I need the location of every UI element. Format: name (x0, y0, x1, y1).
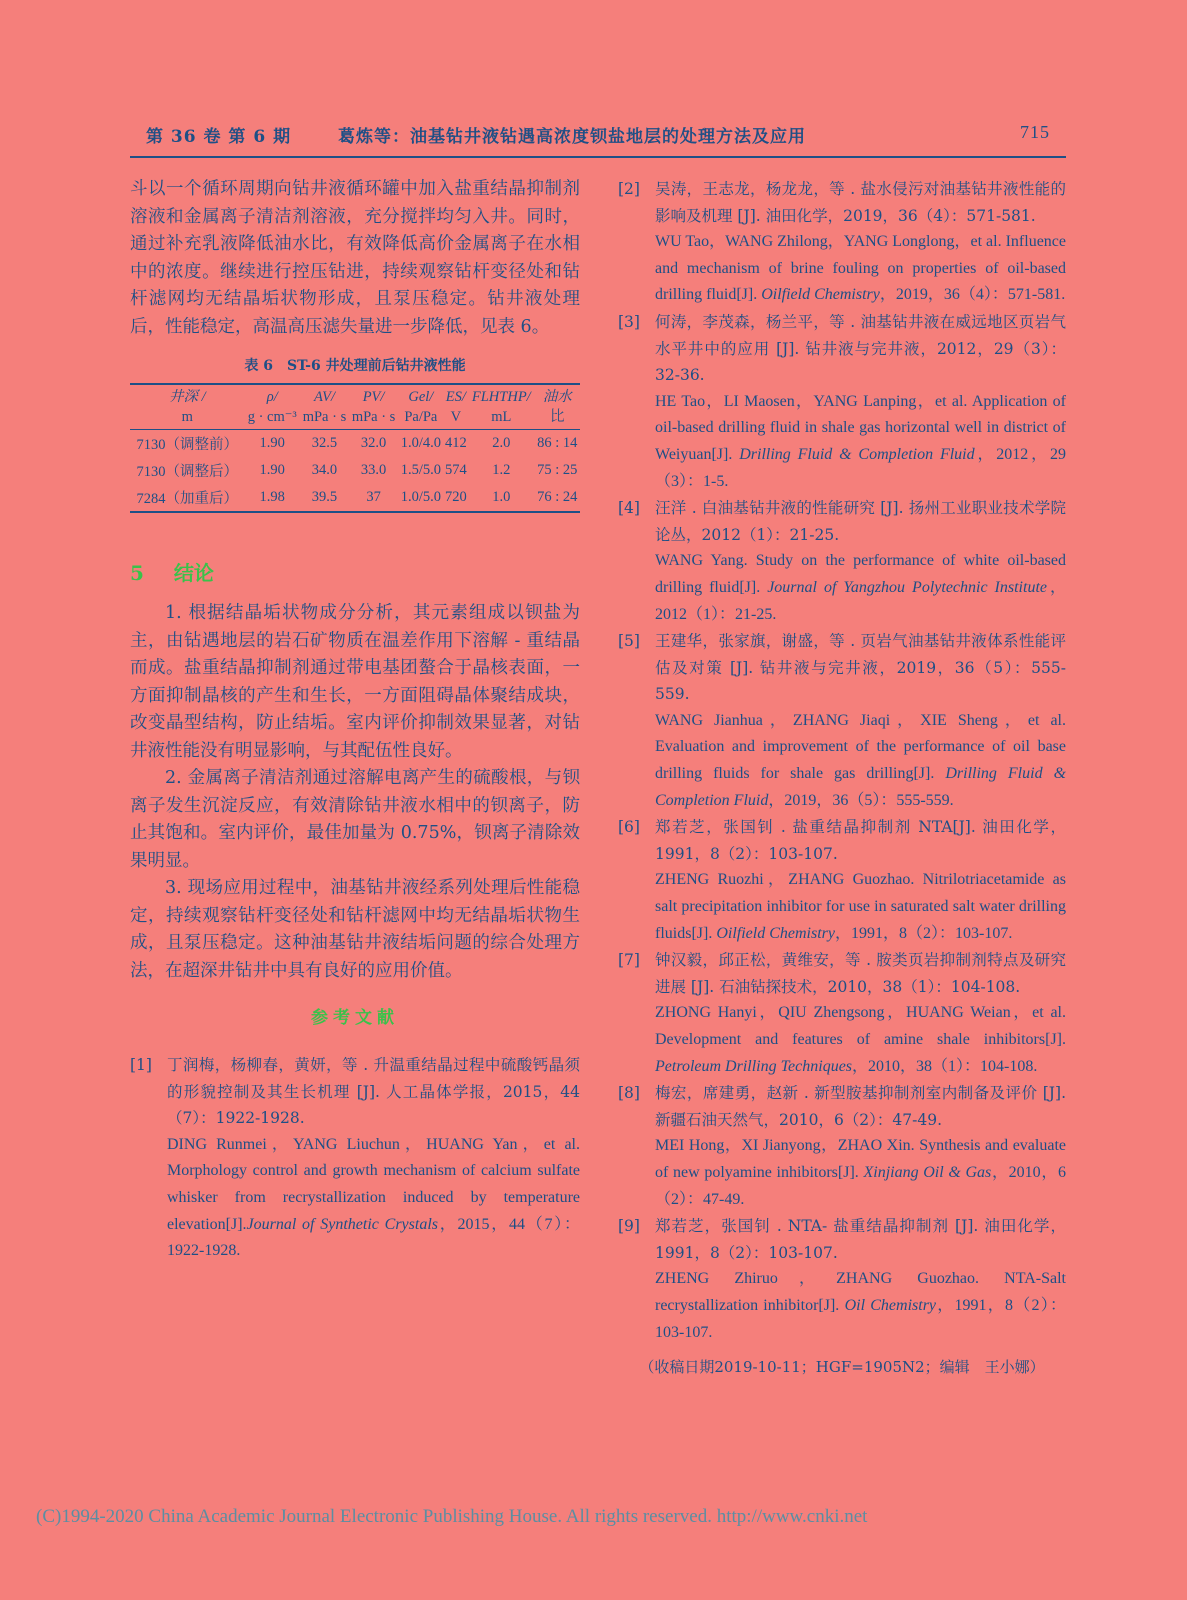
references-title: 参考文献 (311, 1008, 399, 1028)
reference-en: DING Runmei，YANG Liuchun，HUANG Yan，et al. Morphology control and growth mechanism of calcium sulfate whisker from recrystallization induced by temperature elevation[J].Journal of Synthetic Crystals，2015，44（7）：1922-1928. (167, 1135, 580, 1260)
cell: 32.5 (311, 435, 338, 451)
cell: 1.0/4.0 (400, 435, 441, 451)
received-date: （收稿日期2019-10-11；HGF=1905N2；编辑 王小娜） (639, 1358, 1045, 1377)
reference-en: MEI Hong，XI Jianyong，ZHAO Xin. Synthesis and evaluate of new polyamine inhibitors[J]. Xinjiang Oil & Gas，2010，6（2）：47-49. (655, 1137, 1067, 1208)
cell: 86 : 14 (537, 435, 578, 451)
reference-number: [8] (618, 1084, 640, 1103)
intro-paragraph: 斗以一个循环周期向钻井液循环罐中加入盐重结晶抑制剂溶液和金属离子清洁剂溶液，充分搅拌均匀入井。同时，通过补充乳液降低油水比，有效降低高价金属离子在水相中的浓度。继续进行控压钻进，持续观察钻杆变径处和钻杆滤网均无结晶垢状物形成，且泵压稳定。钻井液处理后，性能稳定，高温高压滤失量进一步降低，见表 6。 (130, 179, 580, 337)
col-es: ES/ V (445, 389, 466, 425)
reference-number: [2] (618, 180, 640, 198)
table-row (130, 430, 580, 458)
reference-item (618, 628, 1066, 814)
reference-cn: 郑若芝，张国钊 . 盐重结晶抑制剂 NTA[J]. 油田化学，1991，8（2）：103-107. (655, 818, 1066, 863)
reference-number: [9] (618, 1217, 640, 1236)
reference-en: WANG Yang. Study on the performance of white oil-based drilling fluid[J]. Journal of Yangzhou Polytechnic Institute，2012（1）：21-25. (655, 552, 1066, 623)
reference-number: [5] (618, 632, 640, 651)
reference-cn: 郑若芝，张国钊 . NTA- 盐重结晶抑制剂 [J]. 油田化学，1991，8（2）：103-107. (655, 1217, 1066, 1262)
cell: 720 (444, 484, 469, 512)
reference-cn: 何涛，李茂森，杨兰平，等 . 油基钻井液在威远地区页岩气水平井中的应用 [J]. 钻井液与完井液，2012，29（3）：32-36. (655, 312, 1066, 385)
reference-cn: 丁润梅，杨柳春，黄妍，等 . 升温重结晶过程中硫酸钙晶须的形貌控制及其生长机理 [J]. 人工晶体学报，2015，44（7）：1922-1928. (167, 1056, 580, 1128)
table-title: 表 6 ST-6 井处理前后钻井液性能 (244, 358, 466, 374)
reference-number: [1] (130, 1056, 152, 1074)
col-density: ρ/ g · cm⁻³ (247, 389, 297, 425)
cell: 7130（调整后） (136, 464, 239, 480)
reference-en: ZHONG Hanyi，QIU Zhengsong，HUANG Weian，et al. Development and features of amine shale inhibitors[J]. Petroleum Drilling Techniques，2010，38（1）：104-108. (655, 1004, 1066, 1075)
cell: 33.0 (360, 462, 387, 478)
cell: 1.2 (492, 462, 511, 478)
running-title: 葛炼等：油基钻井液钻遇高浓度钡盐地层的处理方法及应用 (338, 127, 806, 147)
cell: 37 (349, 484, 398, 512)
table-header-row (130, 384, 580, 430)
reference-en: HE Tao，LI Maosen，YANG Lanping，et al. Application of oil-based drilling fluid in shale gas horizontal well in district of Weiyuan[J]. Drilling Fluid & Completion Fluid，2012，29（3）：1-5. (655, 392, 1066, 490)
reference-item (618, 1213, 1066, 1346)
conclusion-3: 3. 现场应用过程中，油基钻井液经系列处理后性能稳定，持续观察钻杆变径处和钻杆滤网中均无结晶垢状物生成，且泵压稳定。这种油基钻井液结垢问题的综合处理方法，在超深井钻井中具有良好的应用价值。 (130, 878, 580, 981)
conclusion-2: 2. 金属离子清洁剂通过溶解电离产生的硫酸根，与钡离子发生沉淀反应，有效清除钻井液水相中的钡离子，防止其饱和。室内评价，最佳加量为 0.75%，钡离子清除效果明显。 (130, 768, 580, 871)
reference-en: ZHENG Zhiruo，ZHANG Guozhao. NTA-Salt recrystallization inhibitor[J]. Oil Chemistry，1991，8（2）：103-107. (655, 1270, 1066, 1341)
col-fl: FLHTHP/ mL (471, 389, 531, 425)
copyright-footer: (C)1994-2020 China Academic Journal Electronic Publishing House. All rights reserved. http://www.cnki.net (36, 1506, 868, 1527)
reference-number: [7] (618, 951, 640, 970)
page-number: 715 (1020, 122, 1050, 142)
reference-item (618, 309, 1066, 495)
cell: 39.5 (300, 484, 349, 512)
cell: 32.0 (360, 435, 387, 451)
table-row (130, 457, 580, 484)
reference-en: WU Tao，WANG Zhilong，YANG Longlong，et al. Influence and mechanism of brine fouling on properties of oil-based drilling fluid[J]. Oilfield Chemistry，2019，36（4）：571-581. (655, 233, 1066, 304)
col-gel: Gel/ Pa/Pa (404, 389, 438, 425)
cell: 1.0 (468, 484, 534, 512)
cell: 34.0 (311, 462, 338, 478)
properties-table (130, 383, 580, 513)
cell: 2.0 (492, 435, 511, 451)
cell: 1.5/5.0 (400, 462, 441, 478)
reference-item (618, 176, 1066, 309)
section-number: 5 (130, 561, 144, 585)
issue-label: 第 36 卷 第 6 期 (146, 127, 292, 147)
col-depth: 井深 / m (168, 389, 206, 425)
reference-number: [3] (618, 312, 640, 331)
reference-cn: 钟汉毅，邱正松，黄维安，等 . 胺类页岩抑制剂特点及研究进展 [J]. 石油钻探技术，2010，38（1）：104-108. (655, 951, 1066, 996)
cell: 1.90 (259, 435, 285, 451)
conclusion-1: 1. 根据结晶垢状物成分分析，其元素组成以钡盐为主，由钻遇地层的岩石矿物质在温差作用下溶解 - 重结晶而成。盐重结晶抑制剂通过带电基团螯合于晶核表面，一方面抑制晶核的产生和生长，一方面阻碍晶体聚结成块，改变晶型结构，防止结垢。室内评价抑制效果显著，对钻井液性能没有明显影响，与其配伍性良好。 (130, 603, 580, 761)
cell: 412 (444, 435, 467, 451)
cell: 1.90 (259, 462, 285, 478)
reference-number: [4] (618, 499, 640, 518)
reference-en: ZHENG Ruozhi，ZHANG Guozhao. Nitrilotriacetamide as salt precipitation inhibitor for use in saturated salt water drilling fluids[J]. Oilfield Chemistry，1991，8（2）：103-107. (655, 871, 1066, 942)
reference-number: [6] (618, 818, 640, 837)
reference-cn: 吴涛，王志龙，杨龙龙，等 . 盐水侵污对油基钻井液性能的影响及机理 [J]. 油田化学，2019，36（4）：571-581. (655, 180, 1066, 225)
cell: 75 : 25 (537, 462, 578, 478)
reference-item (618, 495, 1066, 628)
reference-item (618, 947, 1066, 1080)
cell: 7284（加重后） (130, 484, 245, 512)
reference-cn: 汪洋 . 白油基钻井液的性能研究 [J]. 扬州工业职业技术学院论丛，2012（1）：21-25. (655, 499, 1066, 544)
cell: 7130（调整前） (136, 437, 239, 453)
cell: 1.98 (245, 484, 300, 512)
cell: 1.0/5.0 (398, 484, 443, 512)
col-pv: PV/ mPa · s (351, 389, 396, 425)
reference-item (618, 814, 1066, 947)
section-heading (130, 557, 580, 586)
cell: 76 : 24 (535, 484, 581, 512)
running-header (130, 118, 1066, 158)
left-column (130, 176, 580, 1265)
reference-cn: 王建华，张家旗，谢盛，等 . 页岩气油基钻井液体系性能评估及对策 [J]. 钻井液与完井液，2019，36（5）：555-559. (655, 632, 1066, 704)
col-av: AV/ mPa · s (302, 389, 347, 425)
reference-en: WANG Jianhua，ZHANG Jiaqi，XIE Sheng，et al. Evaluation and improvement of the performance of oil base drilling fluids for shale gas drilling[J]. Drilling Fluid & Completion Fluid，2019，36（5）：555-559. (655, 711, 1067, 809)
reference-cn: 梅宏，席建勇，赵新 . 新型胺基抑制剂室内制备及评价 [J]. 新疆石油天然气，2010，6（2）：47-49. (655, 1084, 1066, 1129)
reference-item (618, 1080, 1066, 1213)
right-column (618, 176, 1066, 1377)
col-oil-water: 油水 比 (542, 389, 572, 425)
cell: 574 (444, 462, 467, 478)
reference-item (130, 1052, 580, 1265)
table-row (130, 484, 580, 512)
section-title: 结论 (173, 561, 214, 585)
